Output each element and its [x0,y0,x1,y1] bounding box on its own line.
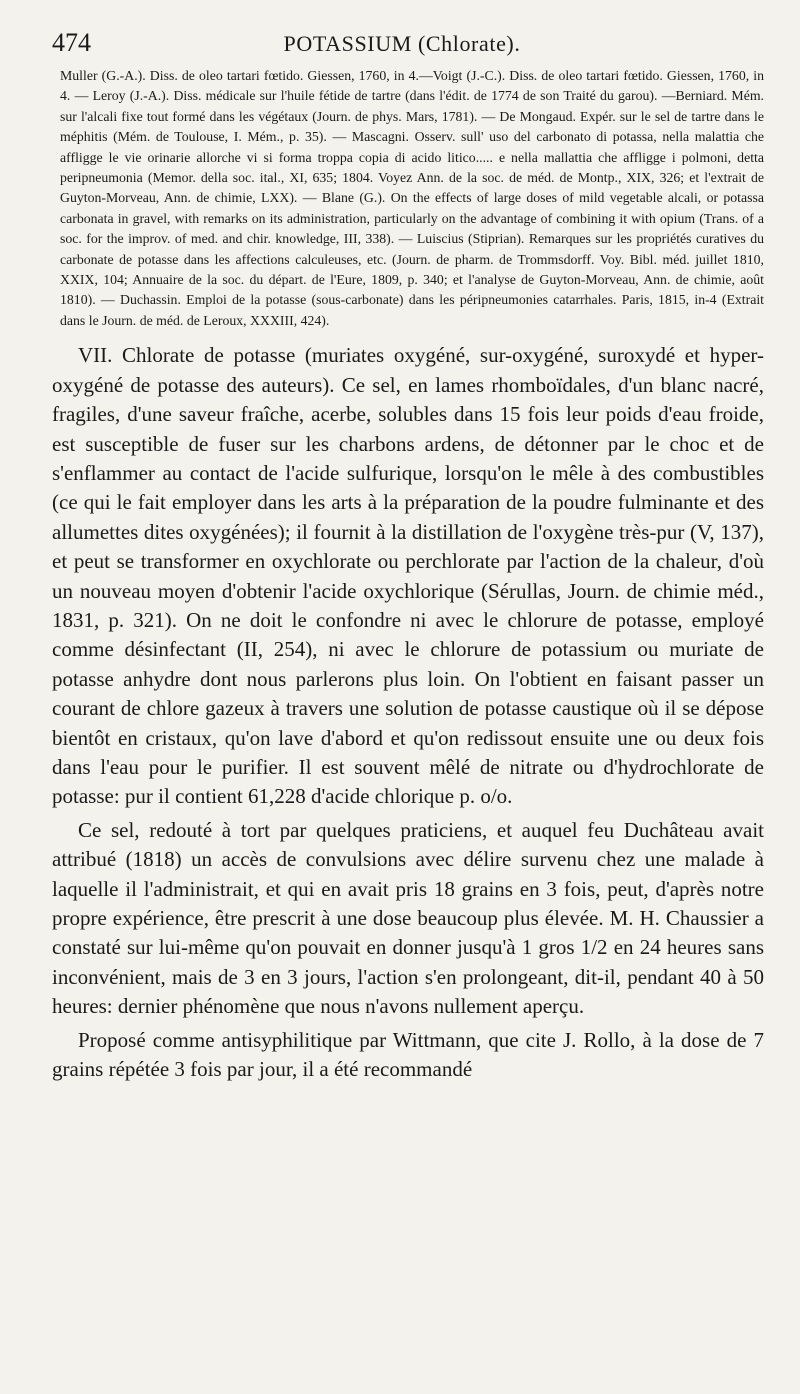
page-number: 474 [52,28,91,57]
paragraph-dosage: Ce sel, redouté à tort par quelques praticiens, et auquel feu Duchâteau avait attribué (1818) un accès de convulsions avec délire survenu chez une malade à laquelle il l'administrait, et qui en avait pris 18 grains en 3 fois, peut, d'après notre propre expérience, être prescrit à une dose beaucoup plus élevée. M. H. Chaussier a constaté sur lui-même qu'on pouvait en donner jusqu'à 1 gros 1/2 en 24 heures sans inconvénient, mais de 3 en 3 jours, l'action s'en prolongeant, dit-il, pendant 40 à 50 heures: dernier phénomène que nous n'avons nullement aperçu. [52,817,764,1019]
paragraph-chlorate-description: VII. Chlorate de potasse (muriates oxygéné, sur-oxygéné, suroxydé et hyper-oxygéné de potasse des auteurs). Ce sel, en lames rhomboïdales, d'un blanc nacré, fragiles, d'une saveur fraîche, acerbe, solubles dans 15 fois leur poids d'eau froide, est susceptible de fuser sur les charbons ardens, de détonner par le choc et de s'enflammer au contact de l'acide sulfurique, lorsqu'on le mêle à des combustibles (ce qui le fait employer dans les arts à la préparation de la poudre fulminante et des allumettes dites oxygénées); il fournit à la distillation de l'oxygène très-pur (V, 137), et peut se transformer en oxychlorate ou perchlorate par l'action de la chaleur, d'où un nouveau moyen d'obtenir l'acide oxychlorique (Sérullas, Journ. de chimie méd., 1831, p. 321). On ne doit le confondre ni avec le chlorure de potasse, employé comme désinfectant (II, 254), ni avec le chlorure de potassium ou muriate de potasse anhydre dont nous parlerons plus loin. On l'obtient en faisant passer un courant de chlore gazeux à travers une solution de potasse caustique où il se dépose bientôt en cristaux, qu'on lave d'abord et qu'on redissout ensuite une ou deux fois dans l'eau pour le purifier. Il est souvent mêlé de nitrate ou d'hydrochlorate de potasse: pur il contient 61,228 d'acide chlorique p. o/o. [52,343,764,809]
running-title: POTASSIUM (Chlorate). [283,31,521,56]
page-header [52,28,764,58]
paragraph-antisyphilitic: Proposé comme antisyphilitique par Wittmann, que cite J. Rollo, à la dose de 7 grains répétée 3 fois par jour, il a été recommandé [52,1027,764,1082]
bibliography-references: Muller (G.-A.). Diss. de oleo tartari fœtido. Giessen, 1760, in 4.—Voigt (J.-C.). Diss. de oleo tartari fœtido. Giessen, 1760, in 4. — Leroy (J.-A.). Diss. médicale sur l'huile fétide de tartre (dans l'édit. de 1774 de son Traité du garou). —Berniard. Mém. sur l'alcali fixe tout formé dans les végétaux (Journ. de phys. Mars, 1781). — De Mongaud. Expér. sur le sel de tartre dans le méphitis (Mém. de Toulouse, I. Mém., p. 35). — Mascagni. Osserv. sull' uso del carbonato di potassa, nella malattia che affligge le vie orinarie allorche vi si forma troppa copia di acido litico..... e nella mallattia che affligge i polmoni, detta peripneumonia (Memor. della soc. ital., XI, 635; 1804. Voyez Ann. de la soc. de méd. de Montp., XIX, 326; et l'extrait de Guyton-Morveau, Ann. de chimie, LXX). — Blane (G.). On the effects of large doses of mild vegetable alcali, or potassa carbonata in gravel, with remarks on its administration, particularly on the advantage of combining it with opium (Trans. of a soc. for the improv. of med. and chir. knowledge, III, 338). — Luiscius (Stiprian). Remarques sur les propriétés curatives du carbonate de potasse dans les affections calculeuses, etc. (Journ. de pharm. de Trommsdorff. Voy. Bibl. méd. juillet 1810, XXIX, 104; Annuaire de la soc. du départ. de l'Eure, 1809, p. 340; et l'analyse de Guyton-Morveau, Ann. de chimie, août 1810). — Duchassin. Emploi de la potasse (sous-carbonate) dans les péripneumonies catarrhales. Paris, 1815, in-4 (Extrait dans le Journ. de méd. de Leroux, XXXIII, 424). [60,68,764,328]
